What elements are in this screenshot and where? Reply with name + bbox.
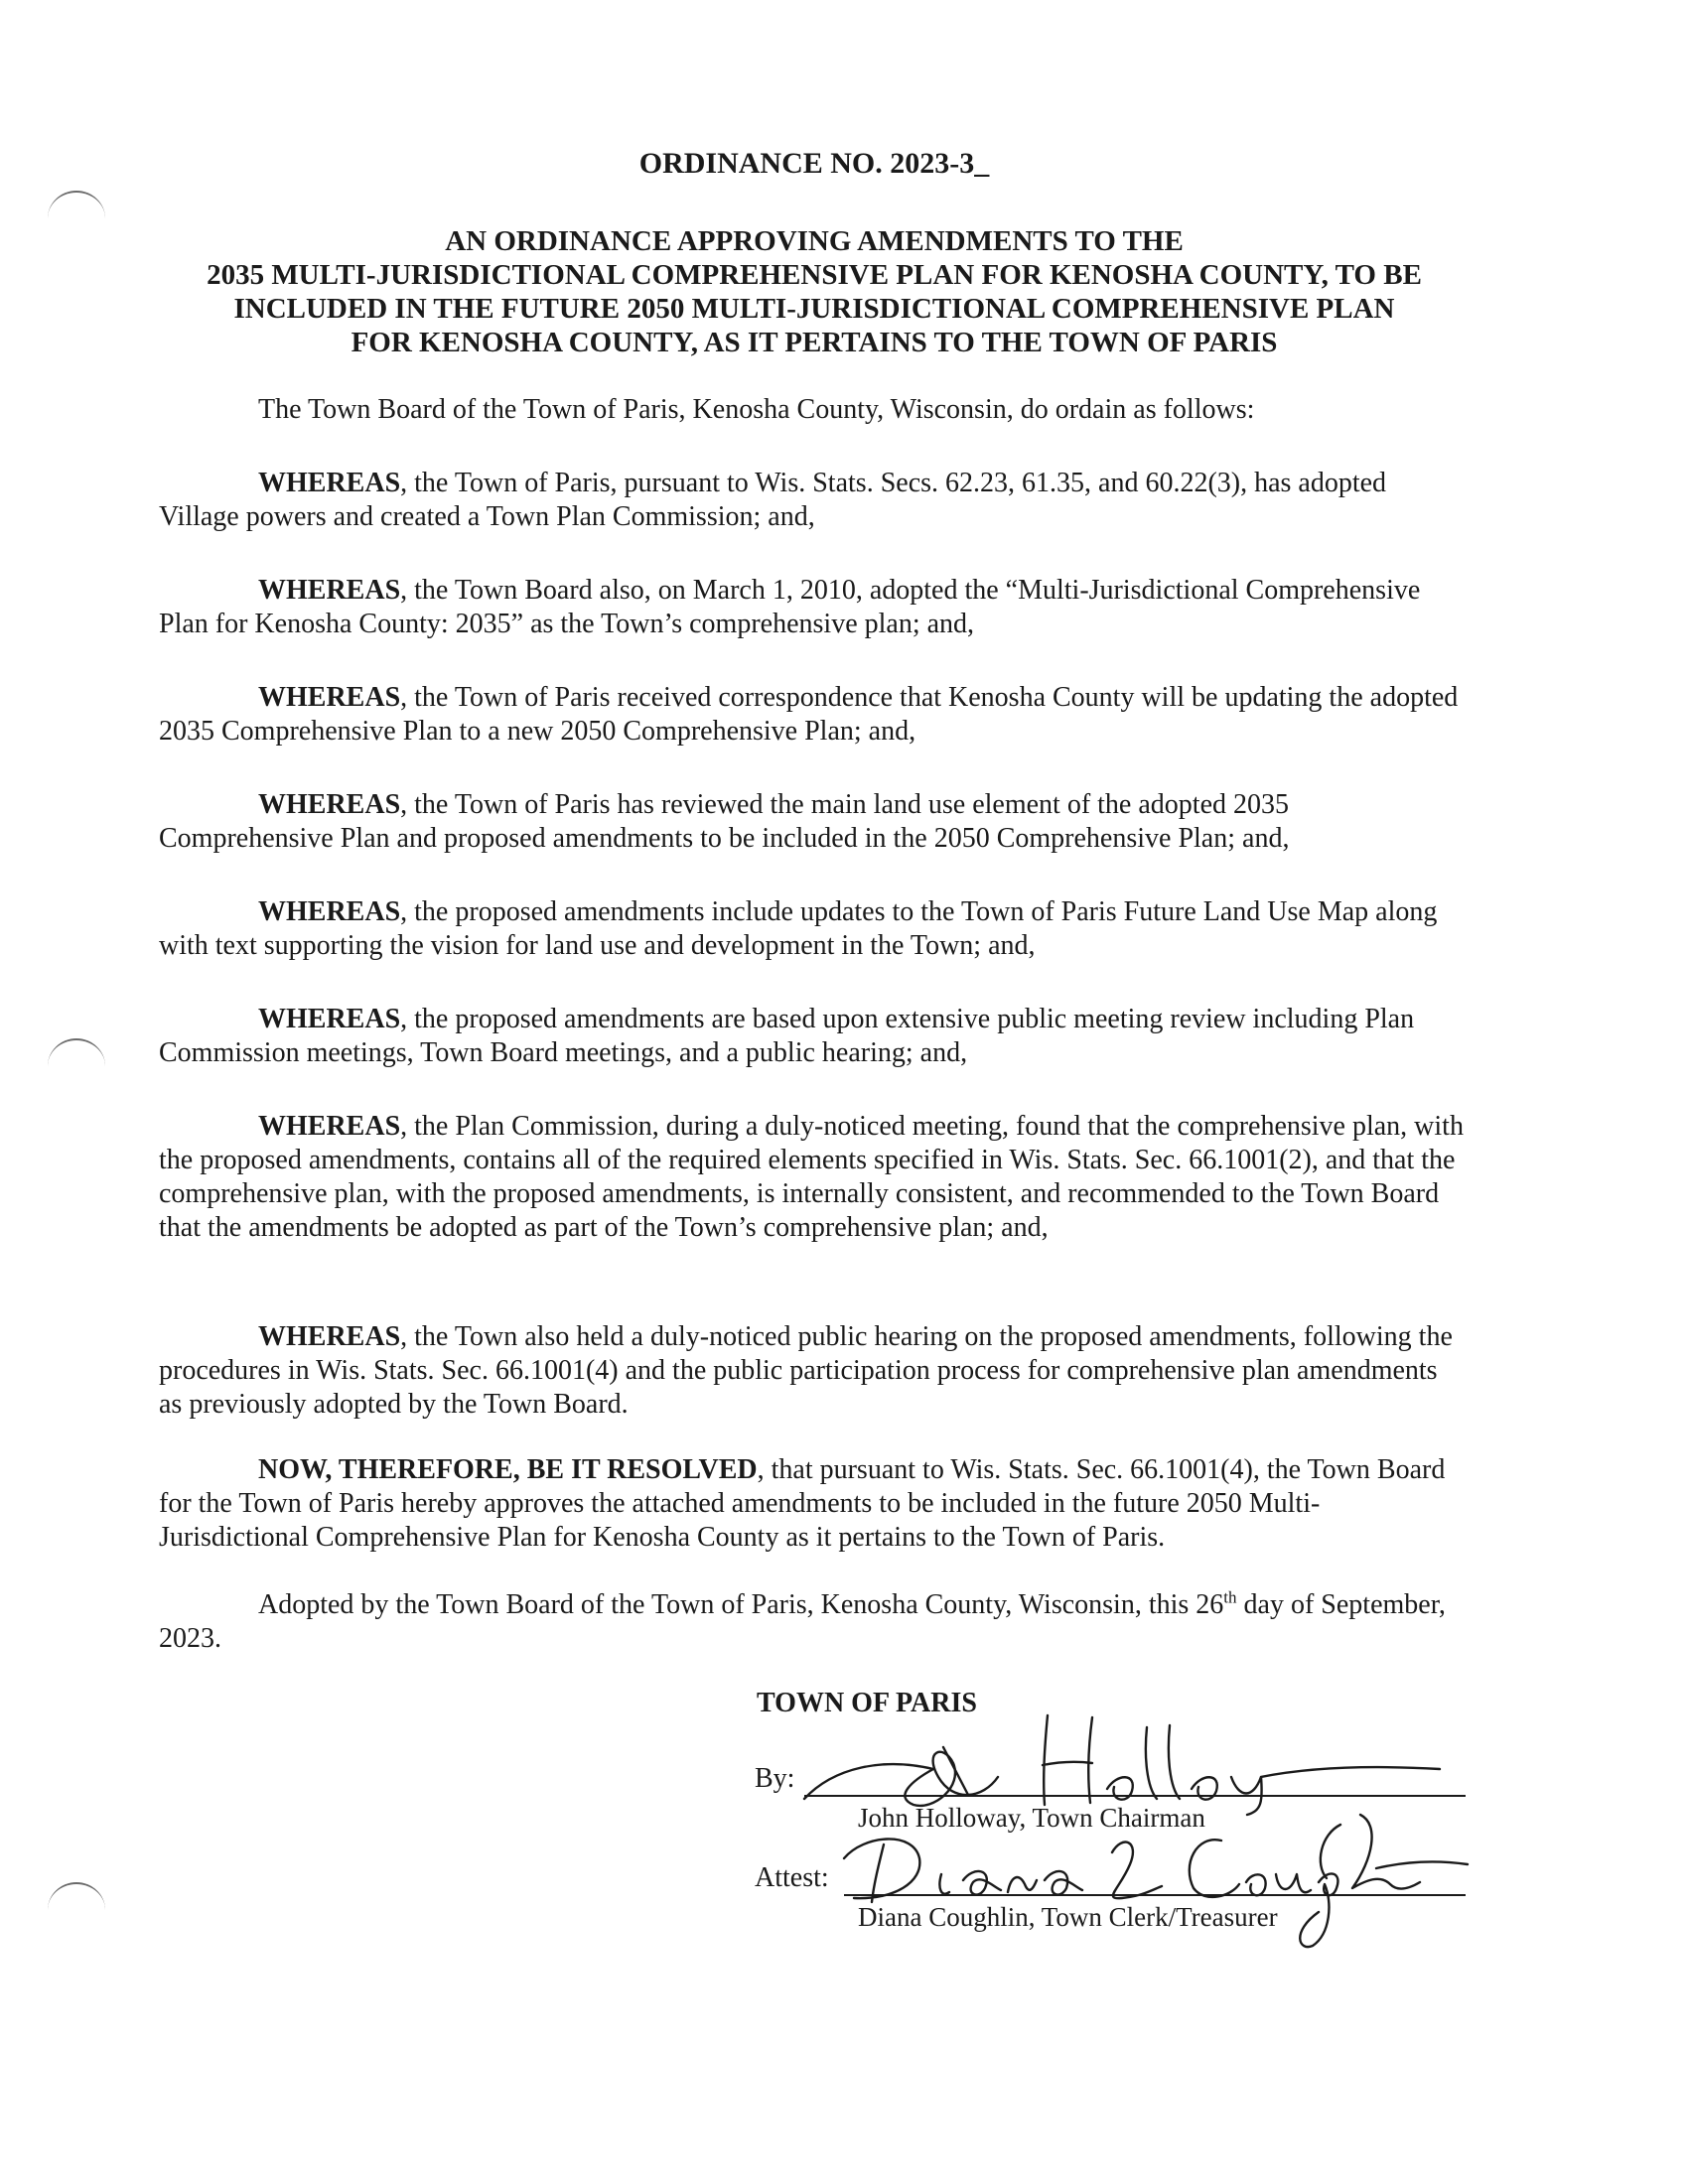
title-line: AN ORDINANCE APPROVING AMENDMENTS TO THE	[445, 225, 1184, 257]
clause-lead: WHEREAS	[258, 896, 401, 927]
whereas-clause	[159, 1320, 1465, 1422]
clause-text: , the proposed amendments are based upon extensive public meeting review including Plan Commission meetings, Town Board meetings, and a public hearing; and,	[159, 1004, 1415, 1068]
clause-lead: WHEREAS	[258, 682, 401, 713]
signature-entity: TOWN OF PARIS	[757, 1688, 977, 1718]
clause-text: , the Town Board also, on March 1, 2010, adopted the “Multi-Jurisdictional Comprehensive Plan for Kenosha County: 2035” as the Town’s comprehensive plan; and,	[159, 575, 1421, 639]
clause-text: , the Town of Paris, pursuant to Wis. Stats. Secs. 62.23, 61.35, and 60.22(3), has adopted Village powers and created a Town Plan Commission; and,	[159, 468, 1387, 532]
clause-text: , the Plan Commission, during a duly-noticed meeting, found that the comprehensive plan, with the proposed amendments, contains all of the required elements specified in Wis. Stats. Sec. 66.1001(2), and that the comprehensive plan, with the proposed amendments, is internally consistent, and recommended to the Town Board that the amendments be adopted as part of the Town’s comprehensive plan; and,	[159, 1111, 1464, 1243]
whereas-clause	[159, 1003, 1465, 1070]
adoption-statement: Adopted by the Town Board of the Town of Paris, Kenosha County, Wisconsin, this 26th day of September, 2023.	[159, 1587, 1446, 1654]
whereas-clause	[159, 681, 1465, 749]
whereas-clause	[159, 1110, 1465, 1245]
ordinance-number: ORDINANCE NO. 2023-3_	[638, 147, 990, 180]
punch-hole-mark	[48, 1038, 105, 1066]
clause-lead: WHEREAS	[258, 575, 401, 606]
attest-label: Attest:	[755, 1862, 829, 1893]
clause-lead: WHEREAS	[258, 468, 401, 498]
diana-coughlin-handwritten-signature	[824, 1805, 1470, 1954]
clause-text: , the proposed amendments include updates to the Town of Paris Future Land Use Map along with text supporting the vision for land use and development in the Town; and,	[159, 896, 1438, 961]
clause-text: , the Town also held a duly-noticed public hearing on the proposed amendments, following the procedures in Wis. Stats. Sec. 66.1001(4) and the public participation process for comprehensive plan amendments as previously adopted by the Town Board.	[159, 1321, 1453, 1420]
punch-hole-mark	[48, 191, 105, 218]
attest-signer-name: Diana Coughlin, Town Clerk/Treasurer	[858, 1902, 1278, 1932]
whereas-clause	[159, 467, 1465, 534]
clause-lead: WHEREAS	[258, 789, 401, 820]
clause-text: , the Town of Paris has reviewed the main land use element of the adopted 2035 Comprehensive Plan and proposed amendments to be included in the 2050 Comprehensive Plan; and,	[159, 789, 1290, 854]
resolved-clause	[159, 1453, 1465, 1555]
title-line: FOR KENOSHA COUNTY, AS IT PERTAINS TO THE TOWN OF PARIS	[351, 327, 1278, 358]
clause-lead: NOW, THEREFORE, BE IT RESOLVED	[258, 1454, 758, 1485]
title-line: 2035 MULTI-JURISDICTIONAL COMPREHENSIVE PLAN FOR KENOSHA COUNTY, TO BE	[207, 259, 1422, 291]
punch-hole-mark	[48, 1882, 105, 1910]
john-holloway-handwritten-signature	[794, 1707, 1450, 1817]
clause-lead: WHEREAS	[258, 1321, 401, 1352]
clause-lead: WHEREAS	[258, 1004, 401, 1034]
title-line: INCLUDED IN THE FUTURE 2050 MULTI-JURISDICTIONAL COMPREHENSIVE PLAN	[233, 293, 1395, 325]
whereas-clause	[159, 574, 1465, 641]
clause-lead: WHEREAS	[258, 1111, 401, 1142]
by-signer-name: John Holloway, Town Chairman	[858, 1803, 1205, 1833]
signature-block	[755, 1688, 1470, 1985]
whereas-clause	[159, 788, 1465, 856]
clause-text: , that pursuant to Wis. Stats. Sec. 66.1001(4), the Town Board for the Town of Paris hereby approves the attached amendments to be included in the future 2050 Multi-Jurisdictional Comprehensive Plan for Kenosha County as it pertains to the Town of Paris.	[159, 1454, 1446, 1553]
clause-text: , the Town of Paris received correspondence that Kenosha County will be updating the adopted 2035 Comprehensive Plan to a new 2050 Comprehensive Plan; and,	[159, 682, 1459, 747]
whereas-clause	[159, 895, 1465, 963]
by-label: By:	[755, 1763, 795, 1794]
ordinance-title	[149, 224, 1479, 359]
intro-paragraph: The Town Board of the Town of Paris, Kenosha County, Wisconsin, do ordain as follows:	[258, 394, 1255, 425]
